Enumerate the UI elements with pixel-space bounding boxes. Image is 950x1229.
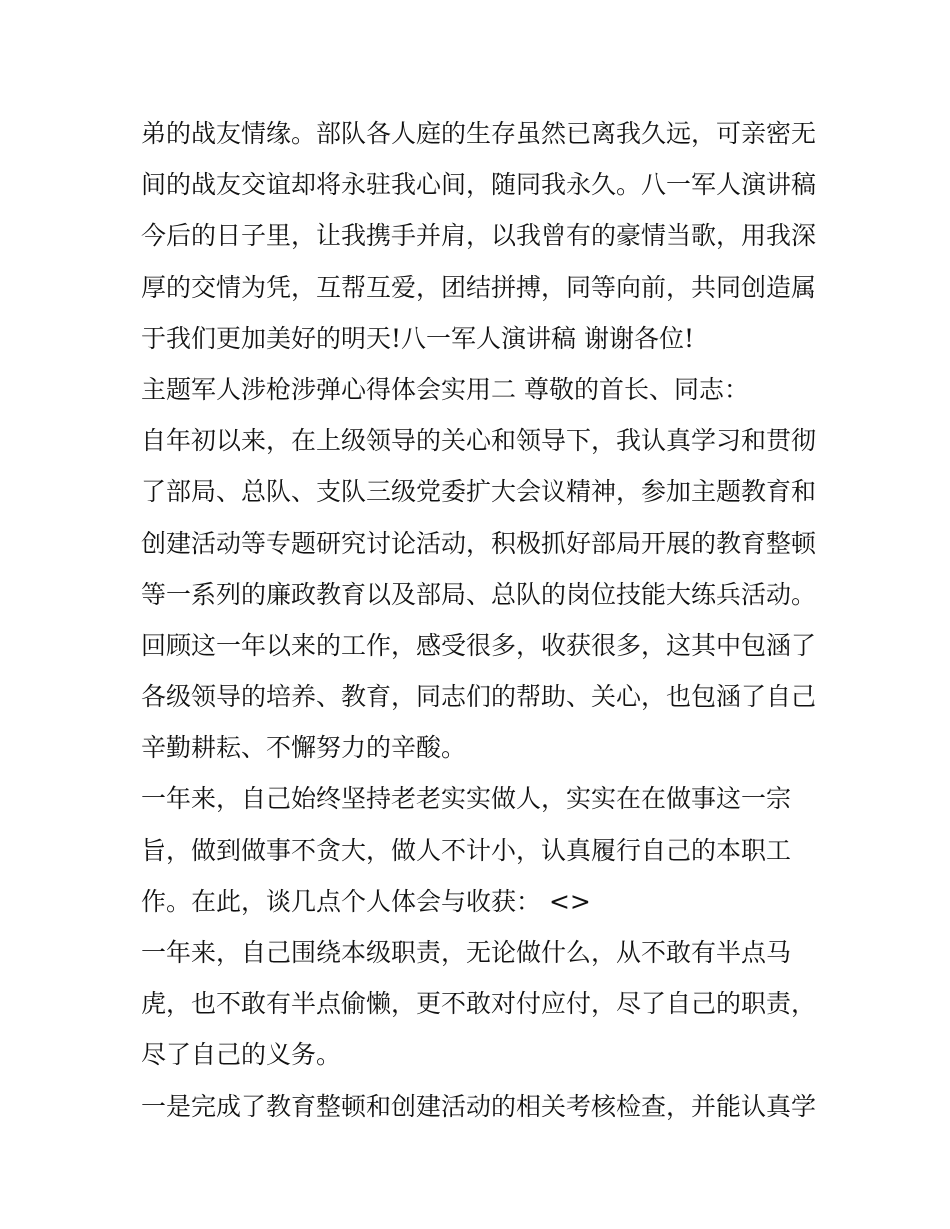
- body-text: [141, 108, 821, 1132]
- text-line: 一是完成了教育整顿和创建活动的相关考核检查，并能认真学: [141, 1091, 817, 1121]
- text-line: 虎，也不敢有半点偷懒，更不敢对付应付，尽了自己的职责，: [141, 989, 817, 1019]
- text-line: 间的战友交谊却将永驻我心间，随同我永久。八一军人演讲稿: [141, 170, 817, 200]
- text-line: 一年来，自己始终坚持老老实实做人，实实在在做事这一宗: [141, 784, 792, 814]
- text-line: 厚的交情为凭，互帮互爱，团结拼搏，同等向前，共同创造属: [141, 272, 817, 302]
- text-line: 弟的战友情缘。部队各人庭的生存虽然已离我久远，可亲密无: [141, 119, 817, 148]
- text-line: 等一系列的廉政教育以及部局、总队的岗位技能大练兵活动。: [141, 579, 817, 609]
- text-line: 辛勤耕耘、不懈努力的辛酸。: [141, 733, 467, 763]
- text-line: 了部局、总队、支队三级党委扩大会议精神，参加主题教育和: [141, 477, 817, 507]
- text-line: 于我们更加美好的明天!八一军人演讲稿 谢谢各位!: [141, 323, 695, 353]
- text-line: 尽了自己的义务。: [141, 1040, 342, 1070]
- text-line: 一年来，自己围绕本级职责，无论做什么，从不敢有半点马: [141, 938, 792, 967]
- text-line: 自年初以来，在上级领导的关心和领导下，我认真学习和贯彻: [141, 426, 817, 456]
- text-line: 创建活动等专题研究讨论活动，积极抓好部局开展的教育整顿: [141, 528, 817, 558]
- section-heading: 主题军人涉枪涉弹心得体会实用二 尊敬的首长、同志：: [141, 374, 749, 404]
- text-line: 各级领导的培养、教育，同志们的帮助、关心，也包涵了自己: [141, 682, 817, 712]
- text-line: 旨，做到做事不贪大，做人不计小，认真履行自己的本职工: [141, 835, 792, 865]
- text-line: 回顾这一年以来的工作，感受很多，收获很多，这其中包涵了: [141, 630, 817, 660]
- text-line: 今后的日子里，让我携手并肩，以我曾有的豪情当歌，用我深: [141, 221, 817, 251]
- text-line: 作。在此，谈几点个人体会与收获： <>: [141, 886, 591, 916]
